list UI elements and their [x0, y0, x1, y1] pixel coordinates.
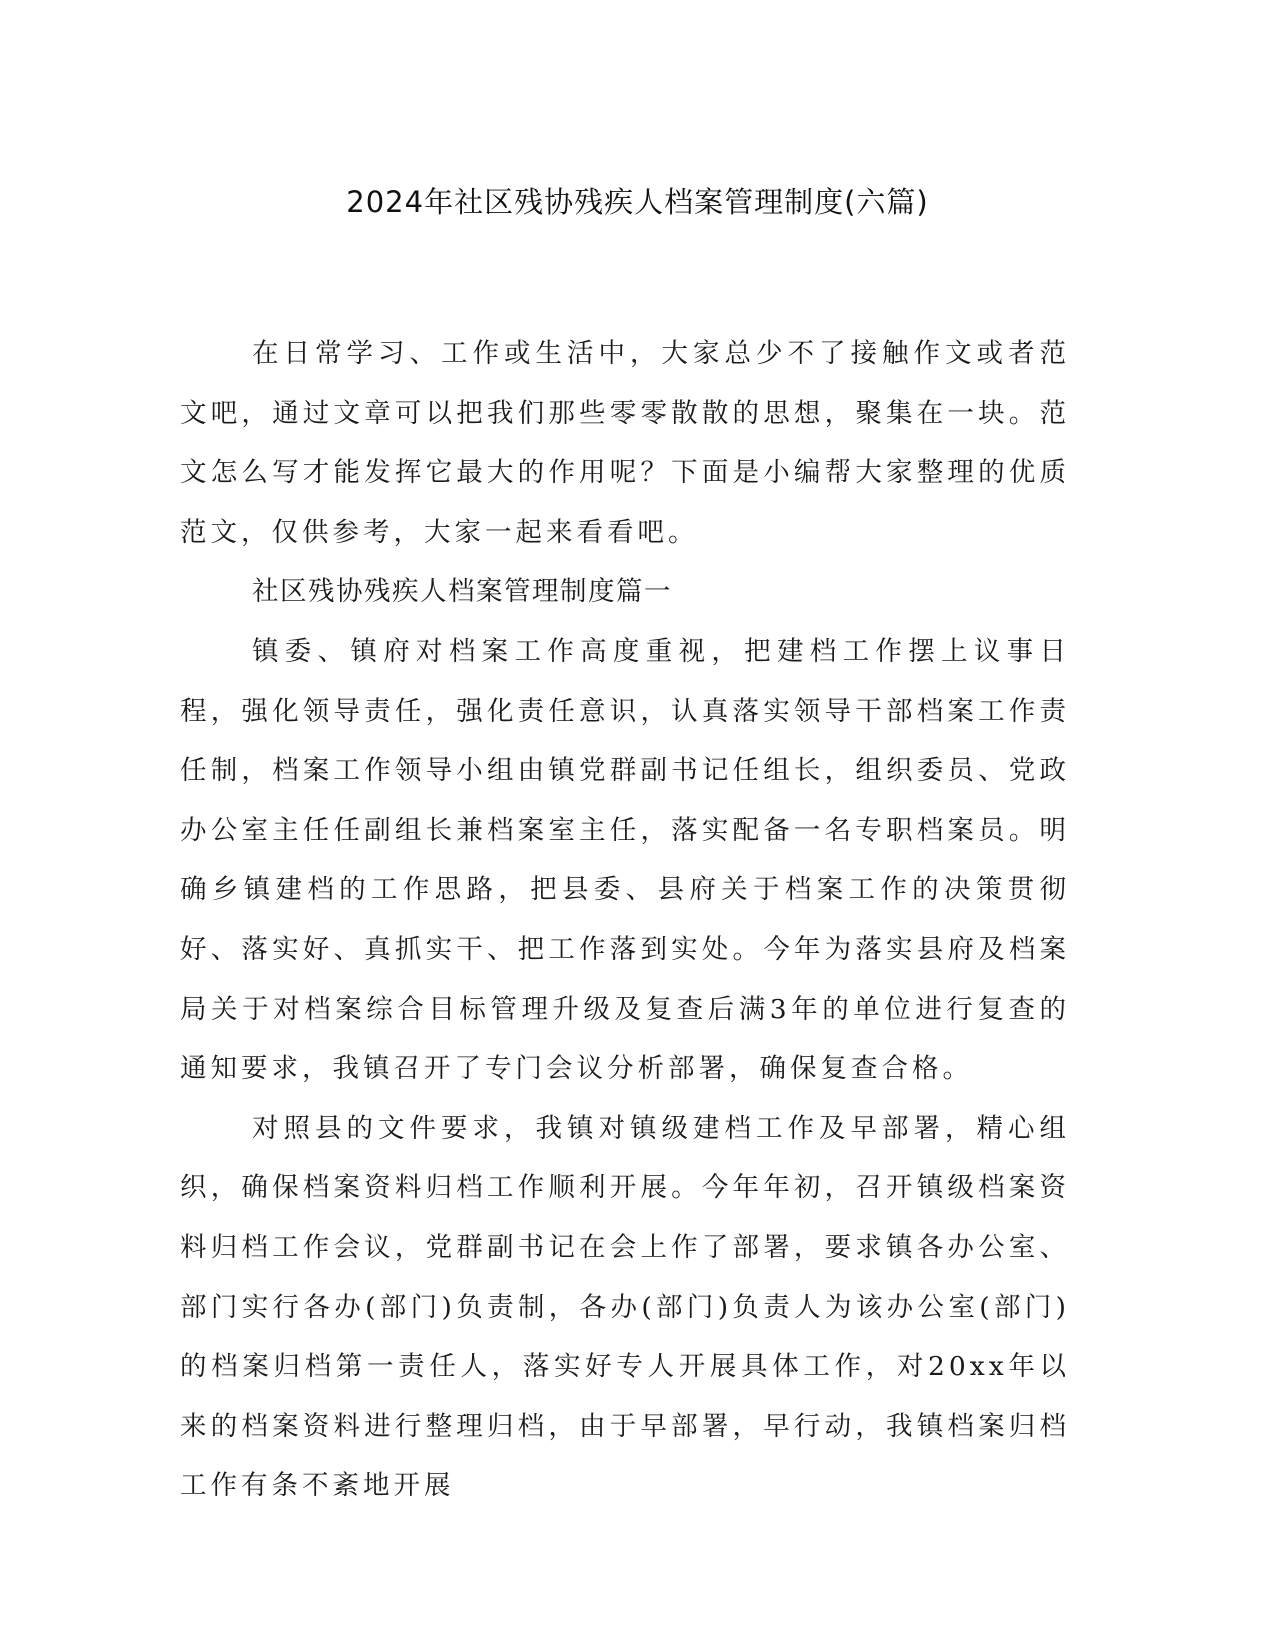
section-heading: 社区残协残疾人档案管理制度篇一	[252, 576, 672, 608]
document-title: 2024年社区残协残疾人档案管理制度(六篇)	[346, 185, 929, 219]
document-body	[180, 324, 1070, 1516]
body-paragraph-1: 镇委、镇府对档案工作高度重视，把建档工作摆上议事日程，强化领导责任，强化责任意识，认真落实领导干部档案工作责任制，档案工作领导小组由镇党群副书记任组长，组织委员、党政办公室主任任副组长兼档案室主任，落实配备一名专职档案员。明确乡镇建档的工作思路，把县委、县府关于档案工作的决策贯彻好、落实好、真抓实干、把工作落到实处。今年为落实县府及档案局关于对档案综合目标管理升级及复查后满3年的单位进行复查的通知要求，我镇召开了专门会议分析部署，确保复查合格。	[180, 635, 1070, 1085]
intro-paragraph: 在日常学习、工作或生活中，大家总少不了接触作文或者范文吧，通过文章可以把我们那些零零散散的思想，聚集在一块。范文怎么写才能发挥它最大的作用呢？下面是小编帮大家整理的优质范文，仅供参考，大家一起来看看吧。	[180, 338, 1070, 548]
body-paragraph-2: 对照县的文件要求，我镇对镇级建档工作及早部署，精心组织，确保档案资料归档工作顺利开展。今年年初，召开镇级档案资料归档工作会议，党群副书记在会上作了部署，要求镇各办公室、部门实行各办(部门)负责制，各办(部门)负责人为该办公室(部门)的档案归档第一责任人，落实好专人开展具体工作，对20xx年以来的档案资料进行整理归档，由于早部署，早行动，我镇档案归档工作有条不紊地开展	[180, 1112, 1070, 1502]
